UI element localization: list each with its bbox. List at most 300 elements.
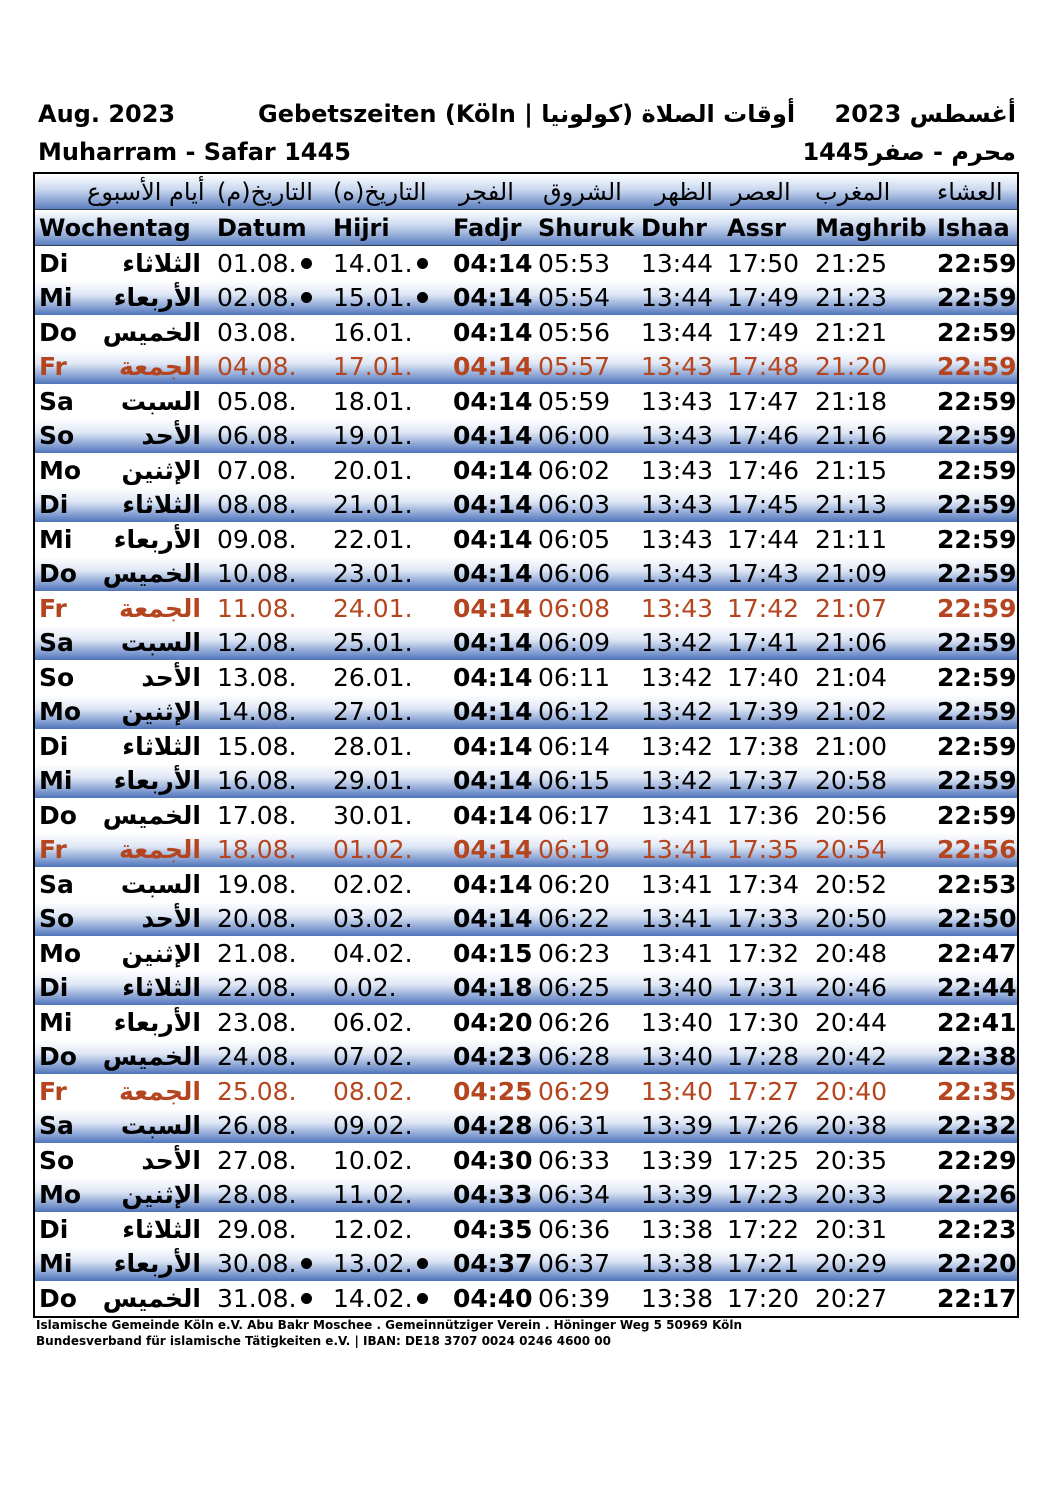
cell-assr: 17:48 (727, 352, 800, 382)
cell-duhr: 13:44 (641, 283, 714, 313)
cell-assr: 17:40 (727, 662, 800, 692)
cell-weekday: Sa (39, 1111, 74, 1141)
cell-hijri: 22.01. (333, 524, 413, 554)
cell-weekday: So (39, 904, 75, 934)
cell-maghrib: 21:18 (815, 386, 888, 416)
col-head-ishaa-ar: العشاء (937, 177, 1003, 206)
cell-shuruk: 06:22 (538, 904, 611, 934)
cell-hijri: 06.02. (333, 1007, 413, 1037)
cell-shuruk: 06:14 (538, 731, 611, 761)
cell-maghrib: 21:02 (815, 697, 888, 727)
cell-assr: 17:37 (727, 766, 800, 796)
cell-maghrib: 20:38 (815, 1111, 888, 1141)
cell-assr: 17:50 (727, 248, 800, 278)
cell-assr: 17:28 (727, 1042, 800, 1072)
cell-ishaa: 22:59 (937, 559, 1017, 589)
cell-hijri: 24.01. (333, 593, 413, 623)
cell-weekday-ar: الأربعاء (113, 1007, 201, 1037)
cell-assr: 17:45 (727, 490, 800, 520)
cell-fadjr: 04:14 (453, 455, 533, 485)
cell-shuruk: 06:34 (538, 1180, 611, 1210)
cell-fadjr: 04:20 (453, 1007, 533, 1037)
cell-weekday: Di (39, 490, 69, 520)
cell-weekday: Mi (39, 766, 73, 796)
cell-fadjr: 04:14 (453, 248, 533, 278)
cell-hijri: 01.02. (333, 835, 413, 865)
cell-hijri: 23.01. (333, 559, 413, 589)
cell-hijri: 27.01. (333, 697, 413, 727)
cell-weekday: Do (39, 559, 77, 589)
cell-assr: 17:41 (727, 628, 800, 658)
table-row (35, 591, 1017, 626)
table-row (35, 522, 1017, 557)
cell-ishaa: 22:59 (937, 490, 1017, 520)
cell-hijri: 28.01. (333, 731, 413, 761)
cell-maghrib: 20:50 (815, 904, 888, 934)
cell-weekday-ar: الأربعاء (113, 766, 201, 796)
full-moon-dot-icon (417, 292, 428, 303)
cell-ishaa: 22:47 (937, 938, 1017, 968)
cell-hijri: 10.02. (333, 1145, 413, 1175)
col-head-maghrib-ar: المغرب (815, 177, 891, 206)
table-row (35, 557, 1017, 592)
cell-fadjr: 04:25 (453, 1076, 533, 1106)
cell-shuruk: 06:26 (538, 1007, 611, 1037)
cell-weekday: Sa (39, 628, 74, 658)
cell-maghrib: 20:40 (815, 1076, 888, 1106)
cell-shuruk: 05:53 (538, 248, 611, 278)
cell-fadjr: 04:37 (453, 1249, 533, 1279)
cell-shuruk: 06:08 (538, 593, 611, 623)
cell-date: 22.08. (217, 973, 297, 1003)
cell-maghrib: 21:25 (815, 248, 888, 278)
cell-assr: 17:38 (727, 731, 800, 761)
cell-maghrib: 20:56 (815, 800, 888, 830)
cell-ishaa: 22:53 (937, 869, 1017, 899)
cell-weekday: Mo (39, 1180, 82, 1210)
hijri-de: Muharram - Safar 1445 (38, 138, 351, 166)
prayer-times-table (33, 172, 1019, 1318)
cell-assr: 17:39 (727, 697, 800, 727)
cell-date: 16.08. (217, 766, 297, 796)
cell-date: 06.08. (217, 421, 297, 451)
cell-weekday-ar: الإثنين (121, 938, 201, 968)
cell-hijri: 19.01. (333, 421, 413, 451)
cell-ishaa: 22:59 (937, 800, 1017, 830)
cell-weekday-ar: الجمعة (118, 1076, 201, 1106)
cell-assr: 17:43 (727, 559, 800, 589)
cell-fadjr: 04:23 (453, 1042, 533, 1072)
cell-assr: 17:26 (727, 1111, 800, 1141)
cell-maghrib: 20:27 (815, 1283, 888, 1313)
cell-date: 26.08. (217, 1111, 297, 1141)
cell-maghrib: 20:42 (815, 1042, 888, 1072)
cell-shuruk: 06:09 (538, 628, 611, 658)
cell-ishaa: 22:59 (937, 352, 1017, 382)
page-title: Gebetszeiten (Köln | كولونيا) أوقات الصلاة (258, 100, 796, 128)
table-row (35, 488, 1017, 523)
cell-date: 10.08. (217, 559, 297, 589)
cell-ishaa: 22:44 (937, 973, 1017, 1003)
cell-weekday: Mo (39, 938, 82, 968)
cell-duhr: 13:41 (641, 800, 714, 830)
cell-ishaa: 22:26 (937, 1180, 1017, 1210)
footer-line-1: Islamische Gemeinde Köln e.V. Abu Bakr Moschee . Gemeinnütziger Verein . Höninger Weg 5 50969 Köln (36, 1318, 743, 1332)
col-head-day-ar: أيام الأسبوع (87, 177, 205, 206)
cell-duhr: 13:43 (641, 352, 714, 382)
cell-hijri: 07.02. (333, 1042, 413, 1072)
cell-shuruk: 06:31 (538, 1111, 611, 1141)
table-row (35, 1143, 1017, 1178)
cell-shuruk: 06:17 (538, 800, 611, 830)
cell-maghrib: 20:35 (815, 1145, 888, 1175)
cell-fadjr: 04:14 (453, 421, 533, 451)
cell-weekday-ar: الثلاثاء (122, 1214, 201, 1244)
cell-weekday-ar: الخميس (102, 1042, 201, 1072)
cell-maghrib: 20:48 (815, 938, 888, 968)
cell-duhr: 13:40 (641, 1042, 714, 1072)
cell-hijri: 15.01. (333, 281, 428, 316)
col-head-datum-ar: التاريخ(م) (217, 177, 313, 206)
cell-date: 03.08. (217, 317, 297, 347)
cell-hijri: 09.02. (333, 1111, 413, 1141)
cell-ishaa: 22:32 (937, 1111, 1017, 1141)
table-row (35, 1212, 1017, 1247)
table-row (35, 971, 1017, 1006)
cell-maghrib: 20:46 (815, 973, 888, 1003)
cell-weekday: Do (39, 800, 77, 830)
hijri-ar: محرم - صفر1445 (802, 138, 1016, 166)
cell-weekday-ar: الأربعاء (113, 524, 201, 554)
table-row (35, 1178, 1017, 1213)
cell-date: 20.08. (217, 904, 297, 934)
cell-duhr: 13:40 (641, 1007, 714, 1037)
cell-duhr: 13:42 (641, 766, 714, 796)
table-row (35, 419, 1017, 454)
cell-fadjr: 04:14 (453, 628, 533, 658)
cell-date: 12.08. (217, 628, 297, 658)
table-row (35, 936, 1017, 971)
cell-maghrib: 21:23 (815, 283, 888, 313)
cell-hijri: 14.01. (333, 246, 428, 281)
cell-fadjr: 04:14 (453, 869, 533, 899)
cell-maghrib: 21:11 (815, 524, 888, 554)
table-row (35, 833, 1017, 868)
cell-assr: 17:30 (727, 1007, 800, 1037)
cell-duhr: 13:43 (641, 386, 714, 416)
cell-shuruk: 06:37 (538, 1249, 611, 1279)
col-head-day: Wochentag (39, 213, 191, 242)
cell-weekday: Fr (39, 352, 67, 382)
cell-ishaa: 22:38 (937, 1042, 1017, 1072)
cell-shuruk: 06:23 (538, 938, 611, 968)
cell-hijri: 25.01. (333, 628, 413, 658)
cell-ishaa: 22:59 (937, 248, 1017, 278)
cell-ishaa: 22:50 (937, 904, 1017, 934)
cell-fadjr: 04:28 (453, 1111, 533, 1141)
cell-ishaa: 22:59 (937, 421, 1017, 451)
cell-date: 02.08. (217, 281, 312, 316)
cell-weekday: Sa (39, 386, 74, 416)
cell-hijri: 11.02. (333, 1180, 413, 1210)
cell-hijri: 18.01. (333, 386, 413, 416)
cell-weekday: Di (39, 973, 69, 1003)
cell-duhr: 13:42 (641, 731, 714, 761)
cell-shuruk: 06:11 (538, 662, 611, 692)
cell-weekday: Mi (39, 1007, 73, 1037)
cell-assr: 17:35 (727, 835, 800, 865)
table-row (35, 902, 1017, 937)
cell-duhr: 13:41 (641, 835, 714, 865)
cell-ishaa: 22:59 (937, 524, 1017, 554)
cell-fadjr: 04:35 (453, 1214, 533, 1244)
cell-assr: 17:31 (727, 973, 800, 1003)
cell-fadjr: 04:14 (453, 283, 533, 313)
cell-maghrib: 20:29 (815, 1249, 888, 1279)
cell-shuruk: 06:00 (538, 421, 611, 451)
cell-weekday-ar: السبت (120, 628, 201, 658)
cell-duhr: 13:38 (641, 1249, 714, 1279)
cell-shuruk: 06:06 (538, 559, 611, 589)
cell-date: 09.08. (217, 524, 297, 554)
cell-hijri: 21.01. (333, 490, 413, 520)
cell-ishaa: 22:20 (937, 1249, 1017, 1279)
cell-fadjr: 04:14 (453, 524, 533, 554)
cell-ishaa: 22:59 (937, 386, 1017, 416)
cell-weekday-ar: الخميس (102, 317, 201, 347)
cell-shuruk: 05:56 (538, 317, 611, 347)
table-row (35, 453, 1017, 488)
cell-date: 14.08. (217, 697, 297, 727)
cell-ishaa: 22:59 (937, 697, 1017, 727)
cell-date: 07.08. (217, 455, 297, 485)
cell-duhr: 13:44 (641, 317, 714, 347)
cell-duhr: 13:40 (641, 973, 714, 1003)
cell-assr: 17:34 (727, 869, 800, 899)
cell-shuruk: 06:03 (538, 490, 611, 520)
cell-hijri: 20.01. (333, 455, 413, 485)
month-ar: أغسطس 2023 (834, 100, 1016, 128)
cell-shuruk: 06:25 (538, 973, 611, 1003)
cell-date: 28.08. (217, 1180, 297, 1210)
cell-hijri: 03.02. (333, 904, 413, 934)
cell-date: 08.08. (217, 490, 297, 520)
cell-shuruk: 06:28 (538, 1042, 611, 1072)
cell-weekday-ar: الثلاثاء (122, 973, 201, 1003)
cell-weekday-ar: الخميس (102, 1283, 201, 1313)
cell-ishaa: 22:41 (937, 1007, 1017, 1037)
cell-fadjr: 04:40 (453, 1283, 533, 1313)
full-moon-dot-icon (417, 1293, 428, 1304)
cell-date: 24.08. (217, 1042, 297, 1072)
cell-maghrib: 20:52 (815, 869, 888, 899)
table-row (35, 626, 1017, 661)
cell-weekday: Fr (39, 1076, 67, 1106)
cell-duhr: 13:43 (641, 421, 714, 451)
cell-weekday-ar: الجمعة (118, 593, 201, 623)
cell-fadjr: 04:14 (453, 766, 533, 796)
cell-maghrib: 20:44 (815, 1007, 888, 1037)
cell-fadjr: 04:15 (453, 938, 533, 968)
cell-date: 17.08. (217, 800, 297, 830)
cell-ishaa: 22:59 (937, 662, 1017, 692)
cell-ishaa: 22:59 (937, 593, 1017, 623)
full-moon-dot-icon (417, 1258, 428, 1269)
cell-assr: 17:42 (727, 593, 800, 623)
table-row (35, 384, 1017, 419)
cell-shuruk: 06:05 (538, 524, 611, 554)
cell-weekday: Do (39, 1283, 77, 1313)
table-row (35, 764, 1017, 799)
table-row (35, 1247, 1017, 1282)
cell-duhr: 13:43 (641, 524, 714, 554)
cell-assr: 17:46 (727, 455, 800, 485)
cell-hijri: 08.02. (333, 1076, 413, 1106)
cell-duhr: 13:43 (641, 455, 714, 485)
cell-weekday: Mo (39, 697, 82, 727)
cell-weekday: So (39, 1145, 75, 1175)
col-head-datum: Datum (217, 213, 307, 242)
col-head-fadjr: Fadjr (453, 213, 522, 242)
cell-weekday: Mo (39, 455, 82, 485)
cell-fadjr: 04:14 (453, 731, 533, 761)
cell-hijri: 0.02. (333, 973, 397, 1003)
cell-hijri: 04.02. (333, 938, 413, 968)
cell-weekday: Do (39, 317, 77, 347)
cell-assr: 17:25 (727, 1145, 800, 1175)
cell-fadjr: 04:14 (453, 593, 533, 623)
cell-date: 21.08. (217, 938, 297, 968)
header-row-german (35, 210, 1017, 246)
cell-fadjr: 04:14 (453, 317, 533, 347)
cell-fadjr: 04:14 (453, 904, 533, 934)
cell-fadjr: 04:14 (453, 662, 533, 692)
cell-weekday-ar: الثلاثاء (122, 490, 201, 520)
cell-assr: 17:23 (727, 1180, 800, 1210)
cell-fadjr: 04:14 (453, 352, 533, 382)
month-de: Aug. 2023 (38, 100, 176, 128)
cell-date: 04.08. (217, 352, 297, 382)
table-row (35, 315, 1017, 350)
cell-date: 25.08. (217, 1076, 297, 1106)
cell-fadjr: 04:30 (453, 1145, 533, 1175)
cell-maghrib: 20:31 (815, 1214, 888, 1244)
col-head-fadjr-ar: الفجر (459, 177, 514, 206)
cell-weekday: Mi (39, 524, 73, 554)
cell-assr: 17:36 (727, 800, 800, 830)
cell-maghrib: 20:54 (815, 835, 888, 865)
cell-weekday: So (39, 421, 75, 451)
full-moon-dot-icon (301, 292, 312, 303)
table-row (35, 281, 1017, 316)
cell-hijri: 13.02. (333, 1247, 428, 1282)
table-row (35, 695, 1017, 730)
cell-fadjr: 04:14 (453, 386, 533, 416)
cell-weekday-ar: الخميس (102, 800, 201, 830)
cell-hijri: 17.01. (333, 352, 413, 382)
cell-weekday-ar: الأحد (141, 662, 201, 692)
cell-date: 27.08. (217, 1145, 297, 1175)
cell-date: 31.08. (217, 1281, 312, 1316)
cell-maghrib: 21:16 (815, 421, 888, 451)
cell-weekday: Fr (39, 835, 67, 865)
cell-maghrib: 21:00 (815, 731, 888, 761)
cell-weekday-ar: الثلاثاء (122, 248, 201, 278)
cell-assr: 17:49 (727, 283, 800, 313)
table-row (35, 867, 1017, 902)
cell-weekday-ar: الإثنين (121, 697, 201, 727)
cell-assr: 17:32 (727, 938, 800, 968)
cell-weekday-ar: السبت (120, 1111, 201, 1141)
cell-maghrib: 21:09 (815, 559, 888, 589)
cell-maghrib: 21:21 (815, 317, 888, 347)
cell-assr: 17:47 (727, 386, 800, 416)
cell-weekday-ar: السبت (120, 869, 201, 899)
cell-ishaa: 22:59 (937, 455, 1017, 485)
cell-weekday-ar: الإثنين (121, 1180, 201, 1210)
cell-maghrib: 21:13 (815, 490, 888, 520)
cell-assr: 17:27 (727, 1076, 800, 1106)
full-moon-dot-icon (417, 258, 428, 269)
cell-maghrib: 20:33 (815, 1180, 888, 1210)
table-row (35, 798, 1017, 833)
cell-hijri: 14.02. (333, 1281, 428, 1316)
cell-date: 29.08. (217, 1214, 297, 1244)
cell-duhr: 13:44 (641, 248, 714, 278)
cell-duhr: 13:41 (641, 938, 714, 968)
cell-duhr: 13:43 (641, 593, 714, 623)
cell-shuruk: 06:15 (538, 766, 611, 796)
cell-assr: 17:49 (727, 317, 800, 347)
cell-weekday: Sa (39, 869, 74, 899)
col-head-hijri-ar: التاريخ(ه) (333, 177, 427, 206)
cell-hijri: 29.01. (333, 766, 413, 796)
cell-assr: 17:22 (727, 1214, 800, 1244)
cell-weekday: Do (39, 1042, 77, 1072)
cell-duhr: 13:43 (641, 490, 714, 520)
table-row (35, 246, 1017, 281)
cell-ishaa: 22:56 (937, 835, 1017, 865)
cell-assr: 17:46 (727, 421, 800, 451)
cell-date: 01.08. (217, 246, 312, 281)
cell-weekday: Mi (39, 1249, 73, 1279)
cell-maghrib: 21:06 (815, 628, 888, 658)
cell-fadjr: 04:33 (453, 1180, 533, 1210)
col-head-duhr-ar: الظهر (655, 177, 713, 206)
cell-duhr: 13:38 (641, 1283, 714, 1313)
cell-weekday-ar: الخميس (102, 559, 201, 589)
cell-ishaa: 22:59 (937, 628, 1017, 658)
cell-shuruk: 05:59 (538, 386, 611, 416)
cell-assr: 17:33 (727, 904, 800, 934)
cell-date: 15.08. (217, 731, 297, 761)
cell-weekday: Di (39, 1214, 69, 1244)
table-row (35, 1074, 1017, 1109)
cell-fadjr: 04:14 (453, 697, 533, 727)
cell-duhr: 13:41 (641, 869, 714, 899)
cell-hijri: 26.01. (333, 662, 413, 692)
cell-hijri: 12.02. (333, 1214, 413, 1244)
cell-shuruk: 06:02 (538, 455, 611, 485)
cell-fadjr: 04:14 (453, 559, 533, 589)
cell-fadjr: 04:14 (453, 490, 533, 520)
cell-maghrib: 21:04 (815, 662, 888, 692)
col-head-assr: Assr (727, 213, 786, 242)
cell-weekday: Di (39, 731, 69, 761)
cell-duhr: 13:42 (641, 697, 714, 727)
cell-maghrib: 20:58 (815, 766, 888, 796)
cell-weekday-ar: الثلاثاء (122, 731, 201, 761)
